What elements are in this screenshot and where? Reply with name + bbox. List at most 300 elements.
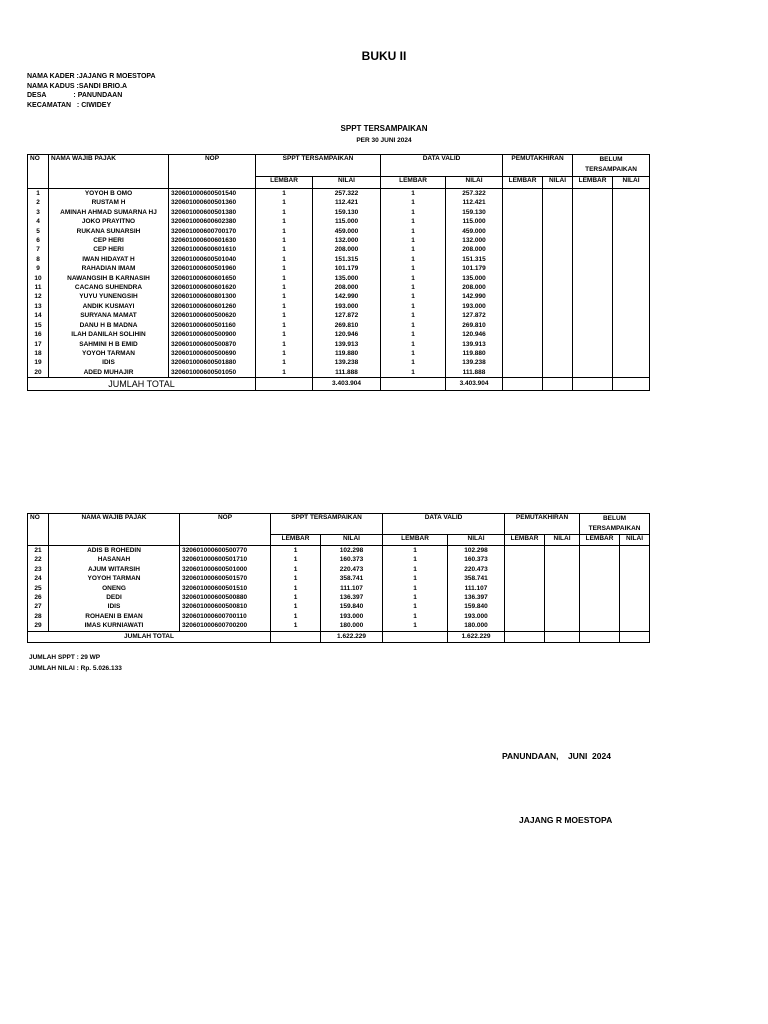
row-nama: RUKANA SUNARSIH [49,227,169,236]
header-valid: DATA VALID [381,155,503,177]
row-valid-lembar: 1 [383,584,448,593]
row-pemutakhiran-lembar [505,574,545,583]
total-cell-empty [620,631,650,642]
row-valid-nilai: 139.913 [446,340,503,349]
row-pemutakhiran-nilai [545,602,580,611]
header-nop: NOP [180,514,271,546]
row-nop: 320601000600501160 [169,321,256,330]
row-nama: SURYANA MAMAT [49,311,169,320]
row-valid-lembar: 1 [381,189,446,199]
total-cell-empty [613,378,650,391]
row-nama: ROHAENI B EMAN [49,612,180,621]
signatory-name: JAJANG R MOESTOPA [519,815,613,825]
row-sppt-nilai: 208.000 [313,245,381,254]
row-nop: 320601000600501360 [169,198,256,207]
row-no: 12 [28,292,49,301]
row-valid-nilai: 102.298 [448,546,505,556]
row-pemutakhiran-lembar [503,330,543,339]
row-pemutakhiran-lembar [503,245,543,254]
table-row [28,555,650,564]
row-belum-nilai [613,227,650,236]
row-pemutakhiran-lembar [505,593,545,602]
kadus-name-value: SANDI BRIO.A [78,82,128,90]
report-subtitle: SPPT TERSAMPAIKAN [340,124,428,133]
kader-info [27,72,156,110]
row-nop: 320601000600700110 [180,612,271,621]
row-valid-nilai: 160.373 [448,555,505,564]
row-nama: IMAS KURNIAWATI [49,621,180,631]
total-cell-empty [543,378,573,391]
table-row [28,565,650,574]
total-sppt-nilai: 1.622.229 [321,631,383,642]
row-nop: 320601000600500810 [180,602,271,611]
row-nama: NAWANGSIH B KARNASIH [49,274,169,283]
row-pemutakhiran-nilai [545,555,580,564]
row-sppt-nilai: 119.880 [313,349,381,358]
row-sppt-nilai: 160.373 [321,555,383,564]
total-valid-nilai: 1.622.229 [448,631,505,642]
row-belum-nilai [613,236,650,245]
row-no: 18 [28,349,49,358]
header-no: NO [28,155,49,189]
row-valid-lembar: 1 [381,321,446,330]
table-row [28,612,650,621]
row-valid-lembar: 1 [383,565,448,574]
row-sppt-nilai: 111.888 [313,368,381,378]
row-nama: YOYOH TARMAN [49,349,169,358]
row-sppt-nilai: 102.298 [321,546,383,556]
row-sppt-lembar: 1 [256,340,313,349]
row-belum-lembar [573,255,613,264]
row-sppt-lembar: 1 [256,227,313,236]
row-valid-lembar: 1 [381,264,446,273]
row-nop: 320601000600501000 [180,565,271,574]
row-pemutakhiran-nilai [543,330,573,339]
row-valid-nilai: 132.000 [446,236,503,245]
row-sppt-lembar: 1 [271,612,321,621]
table-row [28,574,650,583]
row-pemutakhiran-nilai [543,349,573,358]
row-sppt-lembar: 1 [256,349,313,358]
row-belum-nilai [613,217,650,226]
row-pemutakhiran-lembar [503,198,543,207]
table-row [28,321,650,330]
row-sppt-nilai: 136.397 [321,593,383,602]
subheader-lembar: LEMBAR [383,535,448,546]
subheader-nilai: NILAI [543,177,573,189]
row-sppt-lembar: 1 [256,208,313,217]
row-sppt-lembar: 1 [256,321,313,330]
row-valid-nilai: 220.473 [448,565,505,574]
row-no: 13 [28,302,49,311]
table-row [28,368,650,378]
row-valid-nilai: 111.107 [448,584,505,593]
header-sppt: SPPT TERSAMPAIKAN [271,514,383,535]
row-belum-lembar [573,349,613,358]
total-valid-nilai: 3.403.904 [446,378,503,391]
row-nop: 320601000600501050 [169,368,256,378]
row-nama: IDIS [49,358,169,367]
row-nop: 320601000600601630 [169,236,256,245]
row-valid-lembar: 1 [381,236,446,245]
row-belum-lembar [573,283,613,292]
row-nop: 320601000600601620 [169,283,256,292]
row-sppt-nilai: 257.322 [313,189,381,199]
row-belum-lembar [580,546,620,556]
row-valid-lembar: 1 [383,621,448,631]
row-pemutakhiran-lembar [503,349,543,358]
table-row [28,358,650,367]
row-nama: CACANG SUHENDRA [49,283,169,292]
row-valid-lembar: 1 [381,198,446,207]
row-valid-nilai: 193.000 [448,612,505,621]
row-valid-nilai: 159.130 [446,208,503,217]
row-valid-lembar: 1 [381,217,446,226]
row-belum-nilai [613,255,650,264]
row-sppt-lembar: 1 [256,292,313,301]
table-1-total-row [28,378,650,391]
row-nop: 320601000600500770 [180,546,271,556]
table-row [28,349,650,358]
row-nop: 320601000600500690 [169,349,256,358]
row-pemutakhiran-nilai [545,574,580,583]
row-belum-lembar [580,593,620,602]
row-pemutakhiran-lembar [503,208,543,217]
row-valid-nilai: 115.000 [446,217,503,226]
row-no: 10 [28,274,49,283]
row-sppt-nilai: 139.238 [313,358,381,367]
row-no: 2 [28,198,49,207]
row-valid-nilai: 119.880 [446,349,503,358]
row-belum-nilai [620,565,650,574]
row-sppt-nilai: 358.741 [321,574,383,583]
row-belum-lembar [573,217,613,226]
kecamatan-row [27,101,156,111]
row-valid-nilai: 101.179 [446,264,503,273]
row-no: 26 [28,593,49,602]
subheader-nilai: NILAI [446,177,503,189]
header-valid: DATA VALID [383,514,505,535]
sppt-table-1 [27,154,650,391]
row-belum-lembar [573,208,613,217]
row-sppt-nilai: 139.913 [313,340,381,349]
row-nop: 320601000600500880 [180,593,271,602]
row-valid-nilai: 135.000 [446,274,503,283]
row-sppt-lembar: 1 [256,255,313,264]
subheader-lembar: LEMBAR [256,177,313,189]
table-2-body [28,546,650,632]
row-nama: RAHADIAN IMAM [49,264,169,273]
row-sppt-lembar: 1 [256,368,313,378]
row-pemutakhiran-nilai [543,189,573,199]
row-belum-lembar [573,330,613,339]
row-belum-nilai [613,283,650,292]
row-nama: JOKO PRAYITNO [49,217,169,226]
row-valid-lembar: 1 [381,311,446,320]
row-sppt-lembar: 1 [256,330,313,339]
row-valid-lembar: 1 [383,574,448,583]
row-pemutakhiran-lembar [503,321,543,330]
row-valid-lembar: 1 [381,340,446,349]
subheader-nilai: NILAI [613,177,650,189]
row-belum-lembar [580,621,620,631]
header-nop: NOP [169,155,256,189]
row-valid-nilai: 127.872 [446,311,503,320]
row-nop: 320601000600501040 [169,255,256,264]
row-nama: ADIS B ROHEDIN [49,546,180,556]
row-belum-nilai [613,292,650,301]
row-nama: SAHMINI H B EMID [49,340,169,349]
kader-name-value: JAJANG R MOESTOPA [78,73,156,80]
row-pemutakhiran-nilai [543,340,573,349]
row-nop: 320601000600500870 [169,340,256,349]
row-valid-lembar: 1 [383,602,448,611]
row-nama: DANU H B MADNA [49,321,169,330]
row-pemutakhiran-lembar [503,274,543,283]
row-sppt-nilai: 132.000 [313,236,381,245]
row-valid-lembar: 1 [383,546,448,556]
row-belum-nilai [613,358,650,367]
subheader-nilai: NILAI [620,535,650,546]
row-belum-nilai [613,302,650,311]
row-no: 9 [28,264,49,273]
total-cell-empty [256,378,313,391]
row-pemutakhiran-lembar [503,311,543,320]
row-pemutakhiran-nilai [543,236,573,245]
row-valid-lembar: 1 [381,255,446,264]
kecamatan-label: KECAMATAN : [27,101,82,109]
row-nama: RUSTAM H [49,198,169,207]
row-no: 6 [28,236,49,245]
row-valid-lembar: 1 [381,330,446,339]
row-belum-nilai [613,311,650,320]
table-row [28,292,650,301]
row-pemutakhiran-lembar [505,602,545,611]
row-valid-lembar: 1 [383,593,448,602]
row-no: 19 [28,358,49,367]
row-nama: CEP HERI [49,236,169,245]
row-belum-lembar [573,358,613,367]
row-sppt-nilai: 208.000 [313,283,381,292]
row-nop: 320601000600601610 [169,245,256,254]
table-2-total-row [28,631,650,642]
row-belum-nilai [620,602,650,611]
total-label: JUMLAH TOTAL [28,378,256,391]
row-nama: YUYU YUNENGSIH [49,292,169,301]
row-no: 8 [28,255,49,264]
row-pemutakhiran-lembar [503,236,543,245]
subheader-lembar: LEMBAR [271,535,321,546]
row-belum-lembar [573,227,613,236]
total-cell-empty [573,378,613,391]
row-no: 4 [28,217,49,226]
row-sppt-nilai: 111.107 [321,584,383,593]
row-pemutakhiran-nilai [543,208,573,217]
table-row [28,245,650,254]
row-nop: 320601000600700170 [169,227,256,236]
row-belum-lembar [573,321,613,330]
row-valid-lembar: 1 [381,358,446,367]
row-nop: 320601000600500900 [169,330,256,339]
total-cell-empty [505,631,545,642]
row-sppt-lembar: 1 [271,574,321,583]
row-sppt-lembar: 1 [256,189,313,199]
row-pemutakhiran-lembar [503,368,543,378]
subheader-lembar: LEMBAR [573,177,613,189]
row-sppt-nilai: 220.473 [321,565,383,574]
row-pemutakhiran-nilai [543,264,573,273]
row-valid-lembar: 1 [383,612,448,621]
row-belum-nilai [613,245,650,254]
row-pemutakhiran-nilai [545,621,580,631]
desa-value: PANUNDAAN [77,92,123,99]
row-no: 22 [28,555,49,564]
row-sppt-lembar: 1 [271,555,321,564]
total-cell-empty [503,378,543,391]
row-belum-nilai [613,340,650,349]
table-1-body [28,189,650,378]
row-sppt-lembar: 1 [256,302,313,311]
row-belum-lembar [573,311,613,320]
table-row [28,274,650,283]
row-pemutakhiran-lembar [503,302,543,311]
row-valid-nilai: 459.000 [446,227,503,236]
row-nama: ILAH DANILAH SOLIHIN [49,330,169,339]
row-sppt-nilai: 127.872 [313,311,381,320]
row-nama: HASANAH [49,555,180,564]
row-nop: 320601000600501880 [169,358,256,367]
row-valid-nilai: 193.000 [446,302,503,311]
row-sppt-nilai: 159.130 [313,208,381,217]
row-pemutakhiran-nilai [543,227,573,236]
header-belum: BELUM TERSAMPAIKAN [573,155,650,177]
row-nama: YOYOH B OMO [49,189,169,199]
row-nop: 320601000600501570 [180,574,271,583]
row-pemutakhiran-nilai [545,546,580,556]
subheader-lembar: LEMBAR [381,177,446,189]
row-sppt-nilai: 159.840 [321,602,383,611]
row-sppt-lembar: 1 [256,358,313,367]
row-pemutakhiran-nilai [545,612,580,621]
row-valid-lembar: 1 [381,274,446,283]
summary-jumlah-nilai: JUMLAH NILAI : Rp. 5.026.133 [29,665,122,672]
row-no: 11 [28,283,49,292]
row-belum-lembar [573,245,613,254]
row-nop: 320601000600602380 [169,217,256,226]
row-sppt-lembar: 1 [256,236,313,245]
desa-label: DESA : [27,92,78,99]
table-row [28,330,650,339]
row-belum-nilai [613,330,650,339]
row-pemutakhiran-nilai [545,584,580,593]
total-cell-empty [383,631,448,642]
row-pemutakhiran-nilai [543,302,573,311]
row-valid-nilai: 358.741 [448,574,505,583]
row-belum-nilai [613,264,650,273]
row-pemutakhiran-nilai [543,368,573,378]
row-pemutakhiran-lembar [503,292,543,301]
summary-jumlah-sppt: JUMLAH SPPT : 29 WP [29,654,101,661]
row-sppt-nilai: 151.315 [313,255,381,264]
row-pemutakhiran-lembar [503,227,543,236]
row-valid-lembar: 1 [381,368,446,378]
row-no: 24 [28,574,49,583]
row-nop: 320601000600501380 [169,208,256,217]
row-no: 29 [28,621,49,631]
table-row [28,208,650,217]
row-pemutakhiran-lembar [505,612,545,621]
row-pemutakhiran-nilai [543,321,573,330]
subheader-nilai: NILAI [321,535,383,546]
row-nop: 320601000600601650 [169,274,256,283]
row-belum-lembar [573,264,613,273]
report-period: PER 30 JUNI 2024 [356,137,412,144]
row-valid-lembar: 1 [381,227,446,236]
row-valid-lembar: 1 [381,302,446,311]
subheader-nilai: NILAI [545,535,580,546]
sppt-table-2 [27,513,650,643]
row-no: 25 [28,584,49,593]
kader-name-row [27,72,156,82]
row-pemutakhiran-lembar [503,264,543,273]
row-pemutakhiran-lembar [503,189,543,199]
row-pemutakhiran-lembar [505,621,545,631]
row-pemutakhiran-lembar [503,283,543,292]
table-row [28,302,650,311]
row-nama: IDIS [49,602,180,611]
row-sppt-lembar: 1 [271,584,321,593]
row-valid-nilai: 139.238 [446,358,503,367]
row-nama: CEP HERI [49,245,169,254]
row-pemutakhiran-nilai [543,311,573,320]
row-nop: 320601000600700200 [180,621,271,631]
row-nama: ONENG [49,584,180,593]
row-valid-lembar: 1 [383,555,448,564]
table-row [28,189,650,199]
row-no: 5 [28,227,49,236]
row-pemutakhiran-nilai [543,217,573,226]
kader-name-label: NAMA KADER : [27,73,79,80]
row-nop: 320601000600501710 [180,555,271,564]
table-row [28,621,650,631]
row-valid-nilai: 111.888 [446,368,503,378]
row-no: 17 [28,340,49,349]
row-belum-lembar [580,574,620,583]
table-row [28,546,650,556]
row-sppt-lembar: 1 [256,198,313,207]
row-belum-nilai [620,555,650,564]
table-row [28,217,650,226]
row-valid-nilai: 208.000 [446,283,503,292]
subheader-nilai: NILAI [448,535,505,546]
table-row [28,255,650,264]
row-valid-nilai: 120.946 [446,330,503,339]
row-sppt-lembar: 1 [256,311,313,320]
row-belum-lembar [580,565,620,574]
row-pemutakhiran-lembar [503,340,543,349]
table-row [28,236,650,245]
desa-row [27,91,156,101]
table-row [28,311,650,320]
row-sppt-nilai: 459.000 [313,227,381,236]
row-sppt-lembar: 1 [256,245,313,254]
table-row [28,227,650,236]
row-sppt-nilai: 115.000 [313,217,381,226]
row-valid-nilai: 180.000 [448,621,505,631]
row-pemutakhiran-lembar [505,546,545,556]
row-sppt-nilai: 135.000 [313,274,381,283]
row-belum-nilai [613,321,650,330]
